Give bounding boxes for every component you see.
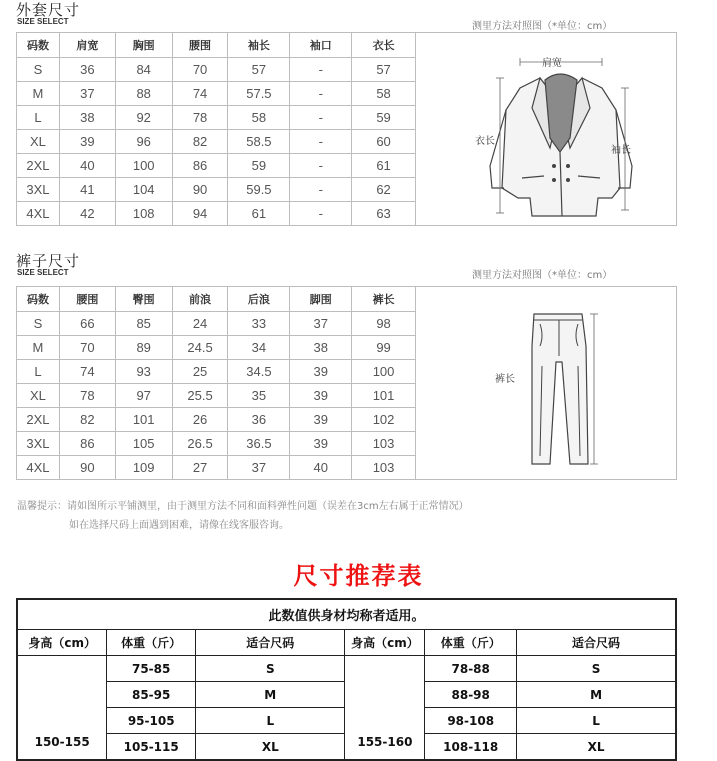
table-row (17, 336, 416, 360)
pants-length-label: 裤长 (495, 374, 515, 385)
note-line-2: 如在选择尺码上面遇到困难，请像在线客服咨询。 (69, 520, 289, 531)
table-cell: 96 (115, 130, 172, 154)
table-row (17, 58, 416, 82)
header-cell: 码数 (17, 287, 60, 312)
pants-method-label: 测里方法对照图（*单位：cm） (472, 270, 613, 281)
size-cell: S (196, 656, 345, 682)
table-cell: 85 (115, 312, 172, 336)
table-cell: 34 (228, 336, 290, 360)
jacket-subtitle: SIZE SELECT (17, 17, 69, 26)
header-cell: 脚围 (290, 287, 352, 312)
table-cell: M (17, 82, 60, 106)
pants-header-row (17, 287, 416, 312)
size-cell: L (517, 708, 676, 734)
table-cell: 57 (352, 58, 416, 82)
header-cell: 胸围 (115, 33, 172, 58)
table-row (17, 106, 416, 130)
table-cell: 25.5 (172, 384, 228, 408)
size-cell: L (196, 708, 345, 734)
table-row (17, 408, 416, 432)
table-cell: 90 (172, 178, 228, 202)
table-cell: 70 (172, 58, 228, 82)
table-cell: 78 (172, 106, 228, 130)
table-cell: 89 (115, 336, 172, 360)
weight-cell: 98-108 (425, 708, 517, 734)
right-height-value: 155-160 (357, 734, 413, 749)
table-cell: 38 (290, 336, 352, 360)
header-cell: 裤长 (352, 287, 416, 312)
table-cell: 38 (59, 106, 115, 130)
table-cell: 3XL (17, 178, 60, 202)
table-cell: 35 (228, 384, 290, 408)
table-cell: 82 (59, 408, 115, 432)
table-row (17, 312, 416, 336)
table-cell: 103 (352, 456, 416, 480)
pants-size-table (16, 286, 416, 480)
table-cell: 39 (290, 432, 352, 456)
recommend-caption: 此数值供身材均称者适用。 (17, 599, 676, 630)
recommend-title: 尺寸推荐表 (293, 562, 424, 590)
pants-subtitle: SIZE SELECT (17, 268, 69, 277)
header-cell: 身高（cm） (17, 630, 107, 656)
table-cell: 39 (290, 408, 352, 432)
table-cell: XL (17, 130, 60, 154)
weight-cell: 85-95 (107, 682, 196, 708)
table-cell: 84 (115, 58, 172, 82)
table-cell: XL (17, 384, 60, 408)
size-cell: S (517, 656, 676, 682)
table-cell: 2XL (17, 408, 60, 432)
recommend-table (16, 598, 677, 761)
table-cell: 24 (172, 312, 228, 336)
table-cell: 57 (228, 58, 290, 82)
table-cell: 74 (172, 82, 228, 106)
table-cell: - (290, 130, 352, 154)
table-cell: 3XL (17, 432, 60, 456)
table-cell: - (290, 82, 352, 106)
size-cell: XL (517, 734, 676, 761)
table-cell: S (17, 58, 60, 82)
table-cell: - (290, 178, 352, 202)
weight-cell: 75-85 (107, 656, 196, 682)
table-cell: - (290, 106, 352, 130)
table-row (17, 384, 416, 408)
table-cell: 4XL (17, 202, 60, 226)
size-cell: M (517, 682, 676, 708)
header-cell: 腰围 (59, 287, 115, 312)
table-cell: 36.5 (228, 432, 290, 456)
table-cell: 61 (352, 154, 416, 178)
right-height-cell (345, 656, 425, 761)
table-cell: 101 (352, 384, 416, 408)
table-cell: 103 (352, 432, 416, 456)
table-cell: 59 (352, 106, 416, 130)
table-cell: 39 (290, 384, 352, 408)
table-cell: 59.5 (228, 178, 290, 202)
recommend-row (17, 656, 676, 682)
table-cell: 63 (352, 202, 416, 226)
table-cell: 86 (59, 432, 115, 456)
table-cell: 94 (172, 202, 228, 226)
table-cell: 97 (115, 384, 172, 408)
table-cell: 98 (352, 312, 416, 336)
header-cell: 腰围 (172, 33, 228, 58)
header-cell: 臀围 (115, 287, 172, 312)
table-cell: 26.5 (172, 432, 228, 456)
size-cell: M (196, 682, 345, 708)
header-cell: 身高（cm） (345, 630, 425, 656)
table-cell: 39 (290, 360, 352, 384)
table-cell: 37 (59, 82, 115, 106)
table-cell: 92 (115, 106, 172, 130)
table-cell: L (17, 106, 60, 130)
table-cell: 24.5 (172, 336, 228, 360)
table-row (17, 154, 416, 178)
jacket-diagram (470, 48, 650, 220)
table-cell: 58.5 (228, 130, 290, 154)
header-cell: 袖口 (290, 33, 352, 58)
jacket-title: 外套尺寸 (16, 1, 81, 19)
table-cell: 41 (59, 178, 115, 202)
table-cell: 25 (172, 360, 228, 384)
table-cell: 88 (115, 82, 172, 106)
table-cell: 39 (59, 130, 115, 154)
header-cell: 体重（斤） (425, 630, 517, 656)
table-cell: 42 (59, 202, 115, 226)
table-cell: 66 (59, 312, 115, 336)
header-cell: 适合尺码 (196, 630, 345, 656)
header-cell: 体重（斤） (107, 630, 196, 656)
table-cell: 104 (115, 178, 172, 202)
table-cell: 2XL (17, 154, 60, 178)
table-cell: - (290, 202, 352, 226)
table-cell: 26 (172, 408, 228, 432)
table-cell: 34.5 (228, 360, 290, 384)
table-cell: 36 (59, 58, 115, 82)
weight-cell: 108-118 (425, 734, 517, 761)
jacket-length-label: 衣长 (475, 136, 495, 147)
table-cell: 93 (115, 360, 172, 384)
table-cell: 37 (290, 312, 352, 336)
table-cell: 60 (352, 130, 416, 154)
weight-cell: 95-105 (107, 708, 196, 734)
table-cell: 86 (172, 154, 228, 178)
table-cell: 74 (59, 360, 115, 384)
table-cell: 4XL (17, 456, 60, 480)
weight-cell: 78-88 (425, 656, 517, 682)
table-cell: 27 (172, 456, 228, 480)
table-cell: 61 (228, 202, 290, 226)
table-row (17, 202, 416, 226)
table-cell: 102 (352, 408, 416, 432)
table-cell: 58 (352, 82, 416, 106)
table-row (17, 82, 416, 106)
header-cell: 前浪 (172, 287, 228, 312)
weight-cell: 105-115 (107, 734, 196, 761)
table-cell: 109 (115, 456, 172, 480)
table-cell: 100 (115, 154, 172, 178)
pants-diagram (520, 306, 610, 468)
table-cell: 58 (228, 106, 290, 130)
jacket-sleeve-label: 袖长 (611, 145, 631, 156)
table-row (17, 178, 416, 202)
table-cell: 105 (115, 432, 172, 456)
size-cell: XL (196, 734, 345, 761)
table-cell: 108 (115, 202, 172, 226)
table-cell: 100 (352, 360, 416, 384)
table-cell: 57.5 (228, 82, 290, 106)
table-cell: - (290, 58, 352, 82)
table-cell: 59 (228, 154, 290, 178)
table-cell: L (17, 360, 60, 384)
jacket-shoulder-label: 肩宽 (542, 58, 562, 69)
table-cell: 62 (352, 178, 416, 202)
header-cell: 码数 (17, 33, 60, 58)
weight-cell: 88-98 (425, 682, 517, 708)
table-cell: 82 (172, 130, 228, 154)
table-cell: 78 (59, 384, 115, 408)
header-cell: 袖长 (228, 33, 290, 58)
table-row (17, 456, 416, 480)
table-row (17, 360, 416, 384)
note-line-1: 温馨提示：请如图所示平铺测里，由于测里方法不同和面料弹性问题（误差在3cm左右属于正常情况） (17, 501, 469, 512)
header-cell: 衣长 (352, 33, 416, 58)
jacket-size-table (16, 32, 416, 226)
pants-title: 裤子尺寸 (16, 252, 81, 270)
table-cell: S (17, 312, 60, 336)
jacket-header-row (17, 33, 416, 58)
table-cell: 40 (59, 154, 115, 178)
table-cell: M (17, 336, 60, 360)
table-row (17, 432, 416, 456)
header-cell: 肩宽 (59, 33, 115, 58)
jacket-method-label: 测里方法对照图（*单位：cm） (472, 21, 613, 32)
table-cell: 90 (59, 456, 115, 480)
table-cell: 37 (228, 456, 290, 480)
table-cell: 99 (352, 336, 416, 360)
table-cell: - (290, 154, 352, 178)
recommend-header-row (17, 630, 676, 656)
left-height-value: 150-155 (34, 734, 90, 749)
table-cell: 36 (228, 408, 290, 432)
table-row (17, 130, 416, 154)
table-cell: 70 (59, 336, 115, 360)
table-cell: 40 (290, 456, 352, 480)
table-cell: 33 (228, 312, 290, 336)
table-cell: 101 (115, 408, 172, 432)
header-cell: 适合尺码 (517, 630, 676, 656)
header-cell: 后浪 (228, 287, 290, 312)
left-height-cell (17, 656, 107, 761)
